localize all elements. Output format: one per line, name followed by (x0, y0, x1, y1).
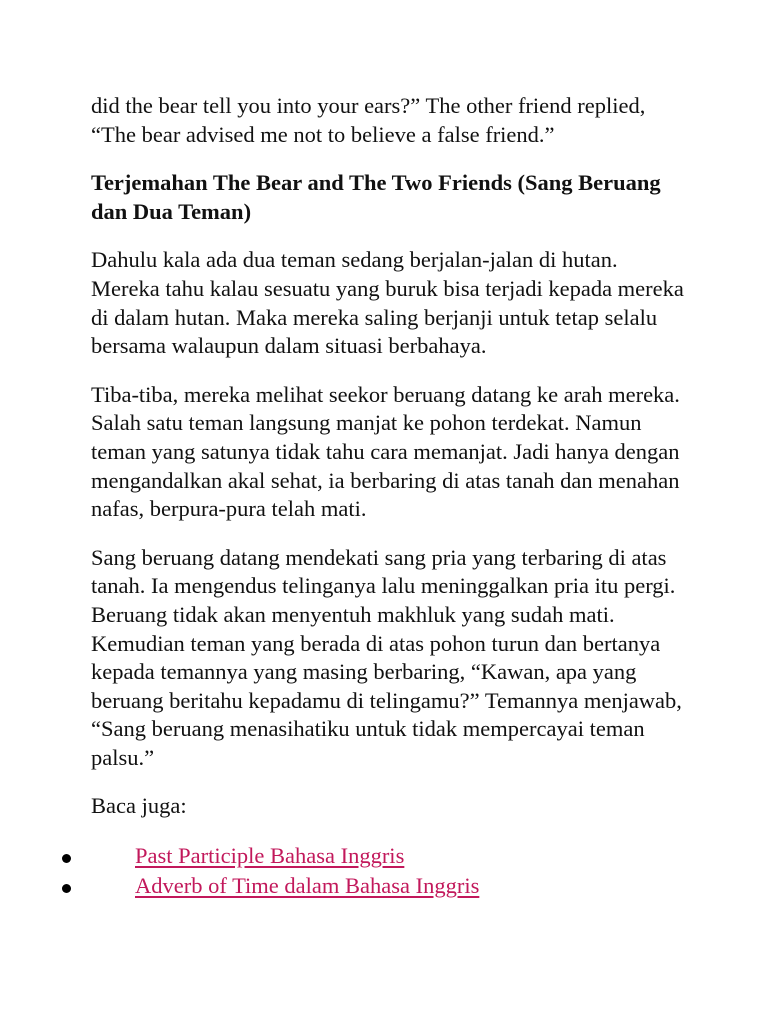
paragraph-1: Dahulu kala ada dua teman sedang berjalan-jalan di hutan. Mereka tahu kalau sesuatu yang buruk bisa terjadi kepada mereka di dalam hutan. Maka mereka saling berjanji untuk tetap selalu bersama walaupun dalam situasi berbahaya. (91, 247, 684, 359)
list-item (62, 842, 662, 872)
paragraph-3: Sang beruang datang mendekati sang pria yang terbaring di atas tanah. Ia mengendus telinganya lalu meninggalkan pria itu pergi. Beruang tidak akan menyentuh makhluk yang sudah mati. Kemudian teman yang berada di atas pohon turun dan bertanya kepada temannya yang masing berbaring, “Kawan, apa yang beruang beritahu kepadamu di telingamu?” Temannya menjawab, “Sang beruang menasihatiku untuk tidak mempercayai teman palsu.” (91, 544, 682, 770)
link-past-participle[interactable]: Past Participle Bahasa Inggris (135, 843, 405, 869)
list-item (62, 872, 662, 902)
bullet-icon (62, 884, 71, 893)
section-heading: Terjemahan The Bear and The Two Friends (Sang Beruang dan Dua Teman) (91, 170, 661, 224)
paragraph-2: Tiba-tiba, mereka melihat seekor beruang datang ke arah mereka. Salah satu teman langsung manjat ke pohon terdekat. Namun teman yang satunya tidak tahu cara memanjat. Jadi hanya dengan mengandalkan akal sehat, ia berbaring di atas tanah dan menahan nafas, berpura-pura telah mati. (91, 381, 680, 522)
link-adverb-of-time[interactable]: Adverb of Time dalam Bahasa Inggris (135, 873, 480, 899)
bullet-icon (62, 854, 71, 863)
related-links-list (62, 842, 662, 902)
document-body (91, 92, 691, 902)
intro-paragraph: did the bear tell you into your ears?” The other friend replied, “The bear advised me not to believe a false friend.” (91, 93, 646, 147)
baca-juga-label: Baca juga: (91, 793, 187, 819)
